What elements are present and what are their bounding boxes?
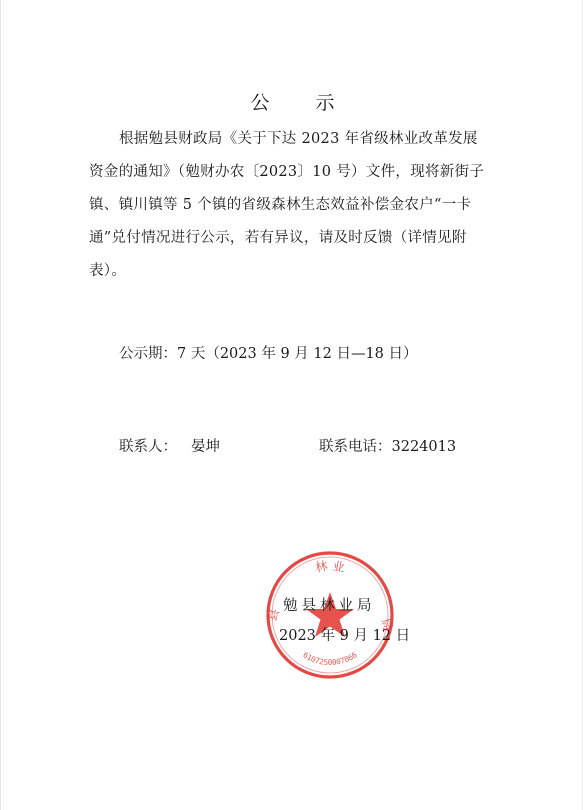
paragraph-line-5: 表）。 bbox=[89, 263, 127, 279]
seal-side-left: 县 bbox=[264, 606, 282, 624]
paragraph-line-3: 镇、镇川镇等 5 个镇的省级森林生态效益补偿金农户“一卡 bbox=[89, 197, 472, 213]
paragraph-line-4: 通”兑付情况进行公示，若有异议，请及时反馈（详情见附 bbox=[89, 230, 467, 246]
svg-text:林 业 bbox=[314, 558, 346, 575]
seal-top-text: 林 业 bbox=[314, 558, 346, 575]
contact-name: 晏坤 bbox=[191, 439, 220, 455]
seal-side-right: 局 bbox=[378, 616, 396, 633]
paragraph-line-1: 根据勉县财政局《关于下达 2023 年省级林业改革发展 bbox=[119, 131, 478, 147]
official-seal-stamp bbox=[263, 548, 397, 682]
signature-organization: 勉县林业局 bbox=[283, 598, 376, 614]
seal-serial: 6107250007866 bbox=[301, 650, 359, 667]
paragraph-line-2: 资金的通知》（勉财办农〔2023〕10 号）文件，现将新街子 bbox=[89, 164, 485, 180]
contact-phone: 联系电话：3224013 bbox=[319, 439, 457, 455]
signature-date: 2023 年 9 月 12 日 bbox=[279, 628, 411, 644]
contact-person bbox=[119, 435, 220, 456]
publicity-period: 公示期：7 天（2023 年 9 月 12 日—18 日） bbox=[119, 346, 418, 362]
contact-label: 联系人： bbox=[119, 439, 177, 455]
svg-text:6107250007866 bbox=[301, 650, 359, 667]
doc-title: 公 示 bbox=[250, 92, 355, 114]
